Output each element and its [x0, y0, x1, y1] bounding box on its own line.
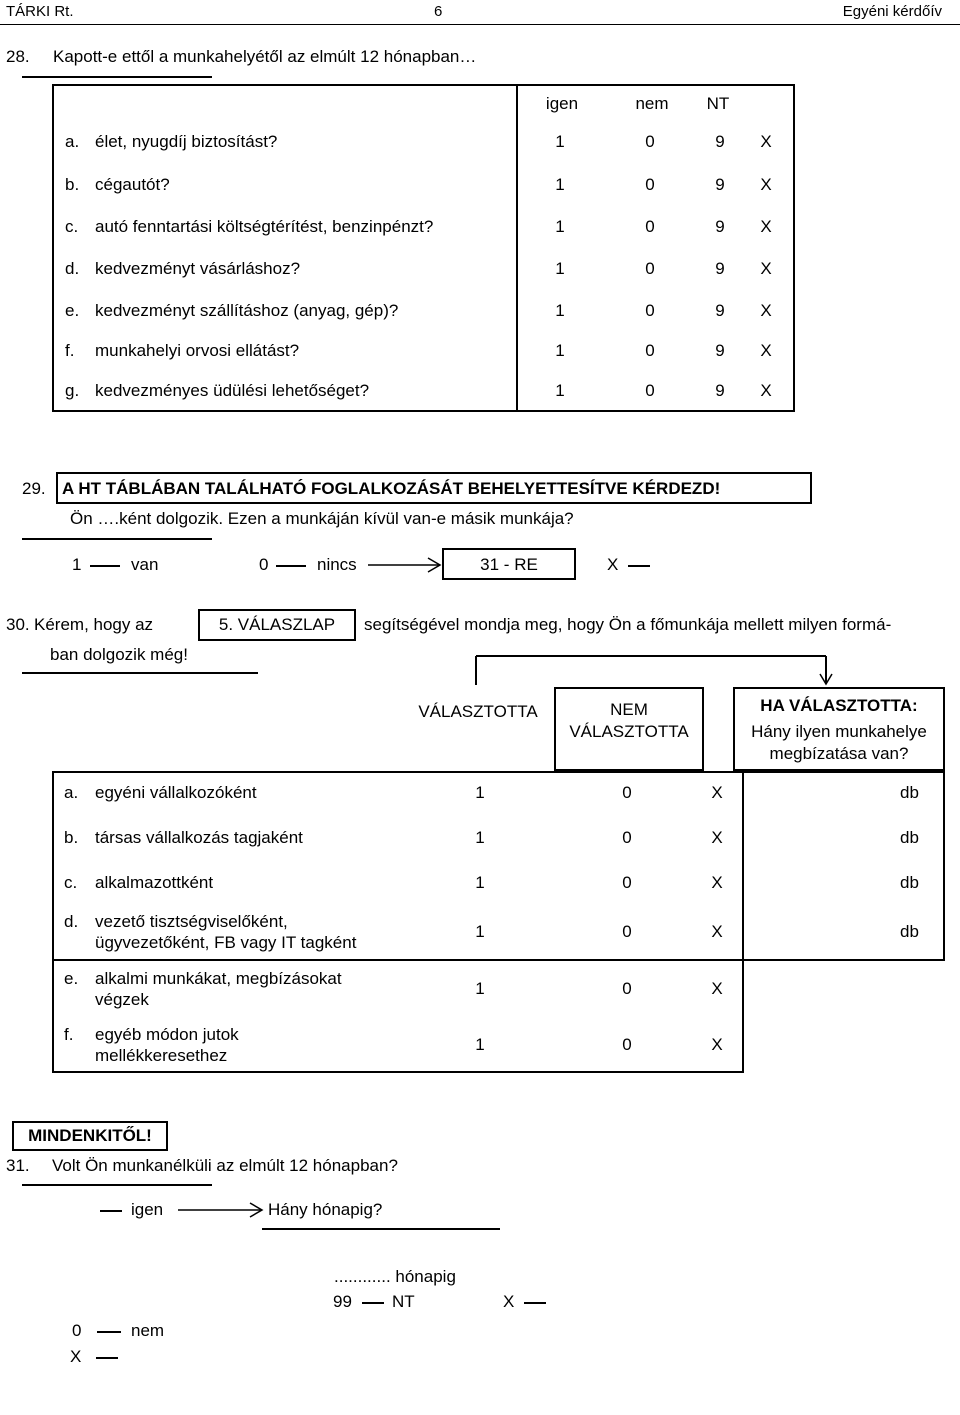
q29-x: X — [607, 555, 619, 574]
q30-text-c: ban dolgozik még! — [50, 645, 188, 664]
q30-row-label: egyéni vállalkozóként — [95, 783, 257, 802]
q31-underline — [22, 1184, 212, 1186]
q30-code-chosen: 1 — [475, 1035, 485, 1054]
q28-row-code: 1 — [555, 381, 565, 400]
q28-row-code: 9 — [715, 175, 725, 194]
q28-row-code: X — [760, 341, 772, 360]
q29-code-0: 0 — [259, 555, 269, 574]
q29-question: Ön ….ként dolgozik. Ezen a munkáján kívül van-e másik munkája? — [70, 509, 574, 528]
q28-row-code: X — [760, 381, 772, 400]
q28-row-code: 9 — [715, 341, 725, 360]
q30-code-x: X — [711, 922, 723, 941]
q30-text-a: Kérem, hogy az — [34, 615, 154, 634]
q28-row-letter: b. — [65, 175, 80, 194]
q28-header-yes: igen — [545, 94, 579, 113]
q30-card: 5. VÁLASZLAP — [218, 615, 336, 634]
q30-col-chosen: VÁLASZTOTTA — [418, 702, 538, 721]
q30-col-if-2: Hány ilyen munkahelye — [751, 722, 927, 741]
q28-row-label: kedvezményes üdülési lehetőséget? — [95, 381, 370, 400]
q28-row-letter: f. — [65, 341, 75, 360]
q28-row-label: cégautót? — [95, 175, 170, 194]
q30-row-letter: b. — [64, 828, 79, 847]
q29-number: 29. — [22, 479, 46, 498]
q30-code-chosen: 1 — [475, 828, 485, 847]
skip-arrow-icon — [368, 556, 442, 574]
q28-row-code: 1 — [555, 217, 565, 236]
q30-row-label-2: mellékkeresethez — [95, 1046, 228, 1065]
q30-number: 30. — [6, 615, 30, 634]
q30-code-not-chosen: 0 — [622, 873, 632, 892]
q28-divider — [516, 84, 518, 412]
q31-dash-x2 — [96, 1357, 118, 1359]
q30-db-unit: db — [900, 873, 919, 892]
header-rule — [0, 24, 960, 25]
q28-row-label: munkahelyi orvosi ellátást? — [95, 341, 300, 360]
q30-code-x: X — [711, 828, 723, 847]
q30-code-not-chosen: 0 — [622, 783, 632, 802]
q31-number: 31. — [6, 1156, 30, 1175]
q30-row-label: vezető tisztségviselőként, — [95, 912, 288, 931]
q29-underline — [22, 538, 212, 540]
q28-row-label: kedvezményt vásárláshoz? — [95, 259, 301, 278]
q31-followup: Hány hónapig? — [268, 1200, 383, 1219]
q28-row-code: 9 — [715, 259, 725, 278]
q28-row-code: 1 — [555, 132, 565, 151]
q30-row-label-2: ügyvezetőként, FB vagy IT tagként — [95, 933, 357, 952]
followup-arrow-icon — [176, 1201, 266, 1219]
q29-dash-1 — [90, 565, 120, 567]
q31-dash-nt — [362, 1302, 384, 1304]
q28-row-code: 0 — [645, 381, 655, 400]
q31-nt-code: 99 — [333, 1292, 352, 1311]
q30-col-if-1: HA VÁLASZTOTTA: — [760, 696, 918, 715]
q28-row-code: 9 — [715, 301, 725, 320]
q30-row-letter: a. — [64, 783, 79, 802]
q31-dash-yes — [100, 1210, 122, 1212]
q31-months-line: ............ hónapig — [334, 1267, 456, 1286]
q30-row-letter: e. — [64, 969, 79, 988]
q29-label-van: van — [131, 555, 159, 574]
q31-yes: igen — [131, 1200, 164, 1219]
q28-row-letter: d. — [65, 259, 80, 278]
q30-code-x: X — [711, 783, 723, 802]
q28-row-code: 1 — [555, 259, 565, 278]
q31-followup-underline — [262, 1228, 500, 1230]
q30-row-label: alkalmi munkákat, megbízásokat — [95, 969, 342, 988]
header-left: TÁRKI Rt. — [6, 3, 74, 20]
q28-row-code: 0 — [645, 341, 655, 360]
q28-row-code: X — [760, 175, 772, 194]
q30-row-letter: f. — [64, 1025, 74, 1044]
q28-row-code: X — [760, 301, 772, 320]
q30-code-x: X — [711, 1035, 723, 1054]
q30-code-x: X — [711, 873, 723, 892]
q30-col-if-3: megbízatása van? — [769, 744, 909, 763]
q28-row-code: 0 — [645, 217, 655, 236]
q31-banner: MINDENKITŐL! — [28, 1126, 152, 1145]
q30-code-chosen: 1 — [475, 783, 485, 802]
q28-row-code: 1 — [555, 175, 565, 194]
q31-dash-x1 — [524, 1302, 546, 1304]
q30-row-letter: d. — [64, 912, 79, 931]
q31-x2: X — [70, 1347, 82, 1366]
q30-text-b: segítségével mondja meg, hogy Ön a főmunkája mellett milyen formá- — [364, 615, 892, 634]
q28-row-letter: c. — [65, 217, 79, 236]
q28-row-code: 9 — [715, 217, 725, 236]
q28-question: Kapott-e ettől a munkahelyétől az elmúlt 12 hónapban… — [53, 47, 477, 66]
q28-row-code: 0 — [645, 259, 655, 278]
q28-row-letter: g. — [65, 381, 80, 400]
q30-col-not-1: NEM — [610, 700, 648, 719]
q31-question: Volt Ön munkanélküli az elmúlt 12 hónapban? — [52, 1156, 398, 1175]
q30-code-not-chosen: 0 — [622, 922, 632, 941]
q30-db-unit: db — [900, 783, 919, 802]
q28-number: 28. — [6, 47, 30, 66]
q30-code-chosen: 1 — [475, 979, 485, 998]
q28-row-code: 0 — [645, 132, 655, 151]
q28-row-letter: e. — [65, 301, 80, 320]
q30-col-not-2: VÁLASZTOTTA — [569, 722, 689, 741]
q28-row-code: 9 — [715, 132, 725, 151]
q28-row-label: kedvezményt szállításhoz (anyag, gép)? — [95, 301, 399, 320]
q30-code-chosen: 1 — [475, 922, 485, 941]
q28-row-code: 1 — [555, 301, 565, 320]
q31-dash-no — [97, 1331, 121, 1333]
q31-no: nem — [131, 1321, 165, 1340]
q28-header-nt: NT — [706, 94, 730, 113]
header-right: Egyéni kérdőív — [842, 3, 942, 20]
q30-row-label: társas vállalkozás tagjaként — [95, 828, 303, 847]
q30-code-chosen: 1 — [475, 873, 485, 892]
q28-row-code: 0 — [645, 301, 655, 320]
q29-dash-x — [628, 565, 650, 567]
q29-label-nincs: nincs — [317, 555, 357, 574]
q28-row-code: X — [760, 217, 772, 236]
q28-row-code: 1 — [555, 341, 565, 360]
q30-code-not-chosen: 0 — [622, 828, 632, 847]
q31-x1: X — [503, 1292, 515, 1311]
q28-row-code: 9 — [715, 381, 725, 400]
q30-row-label-2: végzek — [95, 990, 149, 1009]
q29-dash-0 — [276, 565, 306, 567]
q28-underline — [22, 76, 212, 78]
q28-row-code: X — [760, 132, 772, 151]
q28-row-code: 0 — [645, 175, 655, 194]
q30-code-not-chosen: 0 — [622, 979, 632, 998]
q31-nt-label: NT — [392, 1292, 415, 1311]
q30-db-unit: db — [900, 828, 919, 847]
q30-code-x: X — [711, 979, 723, 998]
q29-instruction: A HT TÁBLÁBAN TALÁLHATÓ FOGLALKOZÁSÁT BEHELYETTESÍTVE KÉRDEZD! — [62, 479, 721, 498]
q30-bracket-arrow-icon — [470, 650, 834, 690]
q28-row-label: autó fenntartási költségtérítést, benzinpénzt? — [95, 217, 434, 236]
q30-divider — [742, 771, 744, 961]
q30-db-unit: db — [900, 922, 919, 941]
q30-row-letter: c. — [64, 873, 78, 892]
q28-row-letter: a. — [65, 132, 80, 151]
q31-no-code: 0 — [72, 1321, 82, 1340]
page-number: 6 — [434, 3, 443, 20]
q30-row-label: egyéb módon jutok — [95, 1025, 239, 1044]
q30-underline — [22, 672, 258, 674]
q28-row-label: élet, nyugdíj biztosítást? — [95, 132, 278, 151]
q29-code-1: 1 — [72, 555, 82, 574]
q28-header-no: nem — [635, 94, 669, 113]
q29-goto: 31 - RE — [480, 555, 538, 574]
q30-code-not-chosen: 0 — [622, 1035, 632, 1054]
q28-row-code: X — [760, 259, 772, 278]
q30-row-label: alkalmazottként — [95, 873, 214, 892]
